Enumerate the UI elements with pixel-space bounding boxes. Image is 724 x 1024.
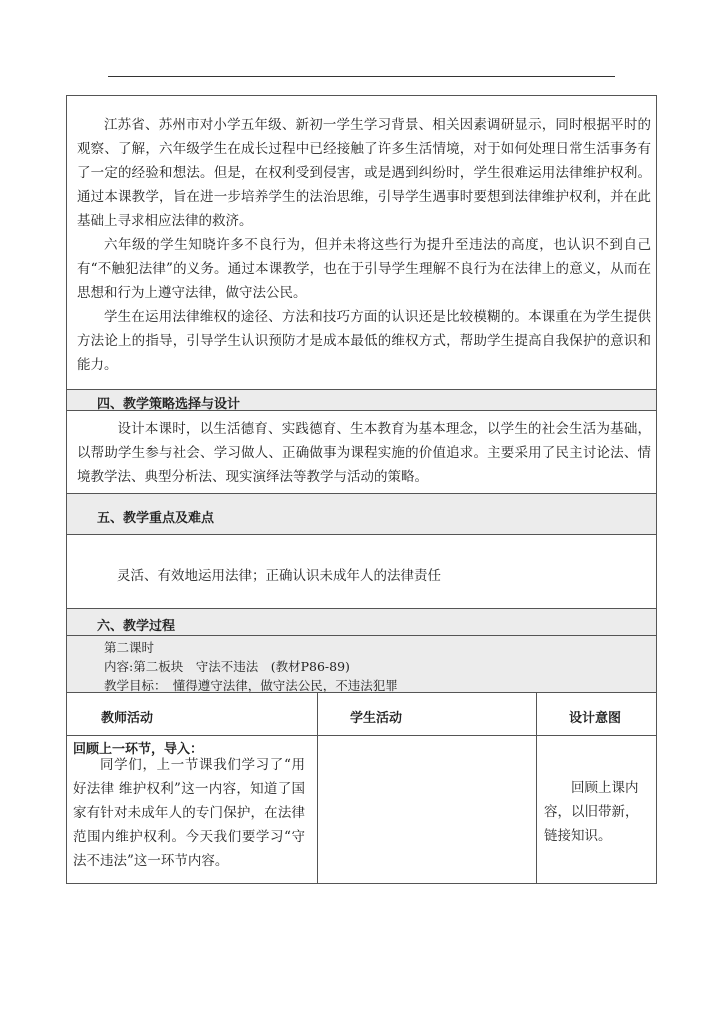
activity-table: [66, 692, 657, 884]
lesson-objective: 教学目标： 懂得遵守法律，做守法公民，不违法犯罪: [104, 678, 398, 693]
lesson-content: 内容:第二板块 守法不违法 (教材P86-89): [104, 659, 350, 674]
teacher-activity-title: 回顾上一环节，导入：: [73, 742, 204, 757]
column-header-intent: 设计意图: [569, 711, 622, 726]
design-intent-cell: 回顾上课内容，以旧带新，链接知识。: [544, 780, 639, 844]
section6-header: [66, 608, 657, 636]
section5-body: 灵活、有效地运用法律；正确认识未成年人的法律责任: [117, 568, 441, 584]
section5-title: 五、教学重点及难点: [97, 511, 215, 526]
section6-info-box: [66, 635, 657, 693]
section4-header: [66, 389, 657, 411]
intro-paragraph-3: 学生在运用法律维权的途径、方法和技巧方面的认识还是比较模糊的。本课重在为学生提供方法论上的指导，引导学生认识预防才是成本最低的维权方式，帮助学生提高自我保护的意识和能力。: [77, 309, 651, 373]
section4-body-box: [66, 410, 657, 494]
table-header-rule: [67, 735, 656, 736]
section4-title: 四、教学策略选择与设计: [97, 397, 241, 412]
teacher-activity-body: 同学们，上一节课我们学习了“用好法律 维护权利”这一内容，知道了国家有针对未成年人的专门保护，在法律范围内维护权利。今天我们要学习“守法不违法”这一环节内容。: [73, 757, 305, 869]
intro-paragraph-1: 江苏省、苏州市对小学五年级、新初一学生学习背景、相关因素调研显示，同时根据平时的观察、了解，六年级学生在成长过程中已经接触了许多生活情境，对于如何处理日常生活事务有了一定的经验和想法。但是，在权利受到侵害，或是遇到纠纷时，学生很难运用法律维护权利。通过本课教学，旨在进一步培养学生的法治思维，引导学生遇事时要想到法律维护权利，并在此基础上寻求相应法律的救济。: [77, 117, 651, 229]
lesson-period: 第二课时: [104, 640, 155, 655]
header-rule: [108, 76, 615, 77]
section5-header: [66, 493, 657, 535]
section4-body: 设计本课时，以生活德育、实践德育、生本教育为基本理念，以学生的社会生活为基础，以帮助学生参与社会、学习做人、正确做事为课程实施的价值追求。主要采用了民主讨论法、情境教学法、典型分析法、现实演绎法等教学与活动的策略。: [77, 421, 651, 485]
section5-body-box: [66, 534, 657, 609]
table-divider-2: [536, 693, 537, 883]
column-header-teacher: 教师活动: [101, 711, 154, 726]
intro-paragraph-2: 六年级的学生知晓许多不良行为，但并未将这些行为提升至违法的高度，也认识不到自己有“不触犯法律”的义务。通过本课教学，也在于引导学生理解不良行为在法律上的意义，从而在思想和行为上遵守法律，做守法公民。: [77, 237, 651, 301]
intro-box: [66, 95, 657, 390]
column-header-student: 学生活动: [350, 711, 403, 726]
table-divider-1: [317, 693, 318, 883]
section6-title: 六、教学过程: [97, 619, 176, 634]
